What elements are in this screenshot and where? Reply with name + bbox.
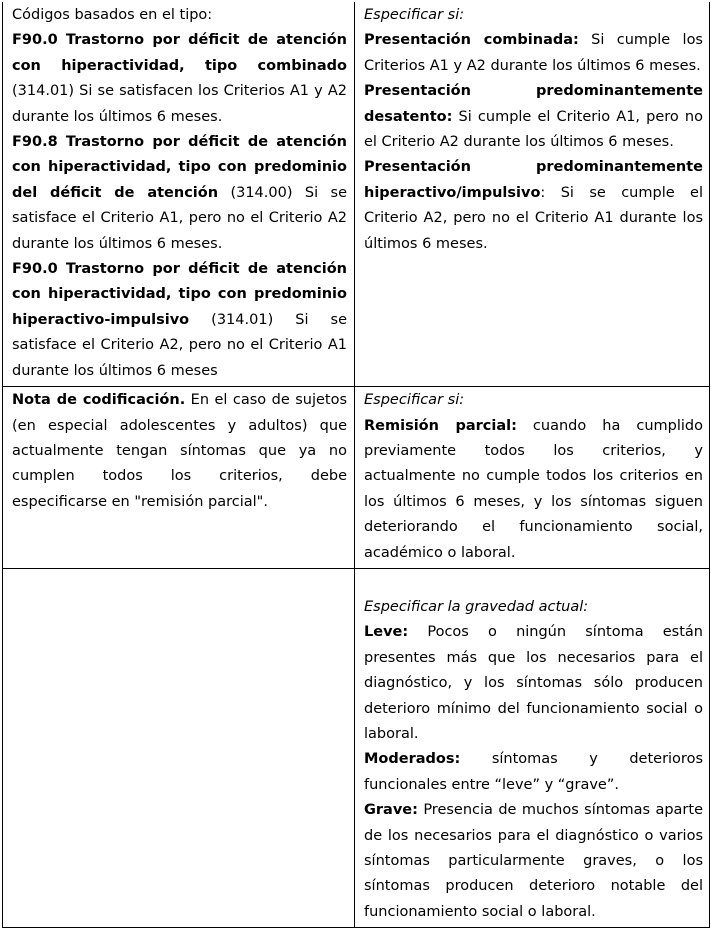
code-inattentive-text: (314.00) Si se satisface el Criterio A1, pero no el Criterio A2 durante los últimos 6 meses. <box>12 184 347 252</box>
criteria-table <box>2 2 710 928</box>
presentation-hyperactive-text: : Si se cumple el Criterio A2, pero no el Criterio A1 durante los últimos 6 meses. <box>364 184 703 252</box>
codes-intro: Códigos basados en el tipo: <box>12 7 213 23</box>
presentation-inattentive-text: Si cumple el Criterio A1, pero no el Criterio A2 durante los últimos 6 meses. <box>364 108 703 151</box>
severity-severe <box>364 798 703 925</box>
severity-mild-text: Pocos o ningún síntoma están presentes más que los necesarios para el diagnóstico, y los síntomas sólo producen deterioro mínimo del funcionamiento social o laboral. <box>364 624 703 742</box>
code-inattentive-title: F90.8 Trastorno por déficit de atención con hiperactividad, tipo con predominio del déficit de atención <box>12 134 347 201</box>
code-combined-text: (314.01) Si se satisfacen los Criterios A1 y A2 durante los últimos 6 meses. <box>12 83 347 125</box>
severity-moderate <box>364 747 703 798</box>
presentation-hyperactive-title: Presentación predominantemente hiperactivo/impulsivo <box>364 159 703 201</box>
severity-severe-text: Presencia de muchos síntomas aparte de los necesarios para el diagnóstico o varios síntomas particularmente graves, o los síntomas producen deterioro notable del funcionamiento social o laboral. <box>364 802 703 920</box>
severity-mild <box>364 620 703 747</box>
severity-severe-title: Grave: <box>364 802 418 819</box>
remission-partial-text: cuando ha cumplido previamente todos los criterios, y actualmente no cumple todos los criterios en los últimos 6 meses, y los síntomas siguen deteriorando el funcionamiento social, académico o laboral. <box>364 417 703 561</box>
code-hyperactive-title: F90.0 Trastorno por déficit de atención con hiperactividad, tipo con predominio hiperactivo-impulsivo <box>12 261 347 328</box>
coding-note-text: En el caso de sujetos (en especial adolescentes y adultos) que actualmente tengan síntomas que ya no cumplen todos los criterios, debe especificarse en "remisión parcial". <box>12 392 348 510</box>
remission-partial <box>364 414 703 566</box>
empty-cell <box>3 568 355 927</box>
coding-note-title: Nota de codificación. <box>12 392 186 409</box>
code-hyperactive <box>12 257 347 384</box>
remission-partial-title: Remisión parcial: <box>364 417 517 434</box>
table-row <box>3 2 710 387</box>
coding-note <box>12 388 347 515</box>
remission-heading: Especificar si: <box>364 392 465 409</box>
presentation-combined <box>364 28 703 79</box>
presentation-hyperactive <box>364 155 703 257</box>
code-hyperactive-text: (314.01) Si se satisface el Criterio A2, pero no el Criterio A1 durante los últimos 6 meses <box>12 311 347 379</box>
presentation-inattentive-title: Presentación predominantemente desatento: <box>364 83 703 125</box>
coding-note-cell <box>3 387 355 569</box>
presentation-inattentive <box>364 79 703 155</box>
presentation-combined-text: Si cumple los Criterios A1 y A2 durante los últimos 6 meses. <box>364 32 703 74</box>
severity-moderate-title: Moderados: <box>364 751 461 768</box>
code-inattentive <box>12 130 347 257</box>
severity-mild-title: Leve: <box>364 624 409 641</box>
remission-cell <box>355 387 710 569</box>
table-row <box>3 568 710 927</box>
severity-heading: Especificar la gravedad actual: <box>364 598 589 615</box>
presentation-heading: Especificar si: <box>364 7 465 23</box>
code-combined-title: F90.0 Trastorno por déficit de atención con hiperactividad, tipo combinado <box>12 32 347 74</box>
severity-cell <box>355 568 710 927</box>
severity-spacer <box>364 570 703 595</box>
presentation-combined-title: Presentación combinada: <box>364 32 579 49</box>
codes-cell <box>3 2 355 387</box>
table-row <box>3 387 710 569</box>
severity-moderate-text: síntomas y deterioros funcionales entre “leve” y “grave”. <box>364 751 703 793</box>
code-combined <box>12 28 347 130</box>
presentation-cell <box>355 2 710 387</box>
